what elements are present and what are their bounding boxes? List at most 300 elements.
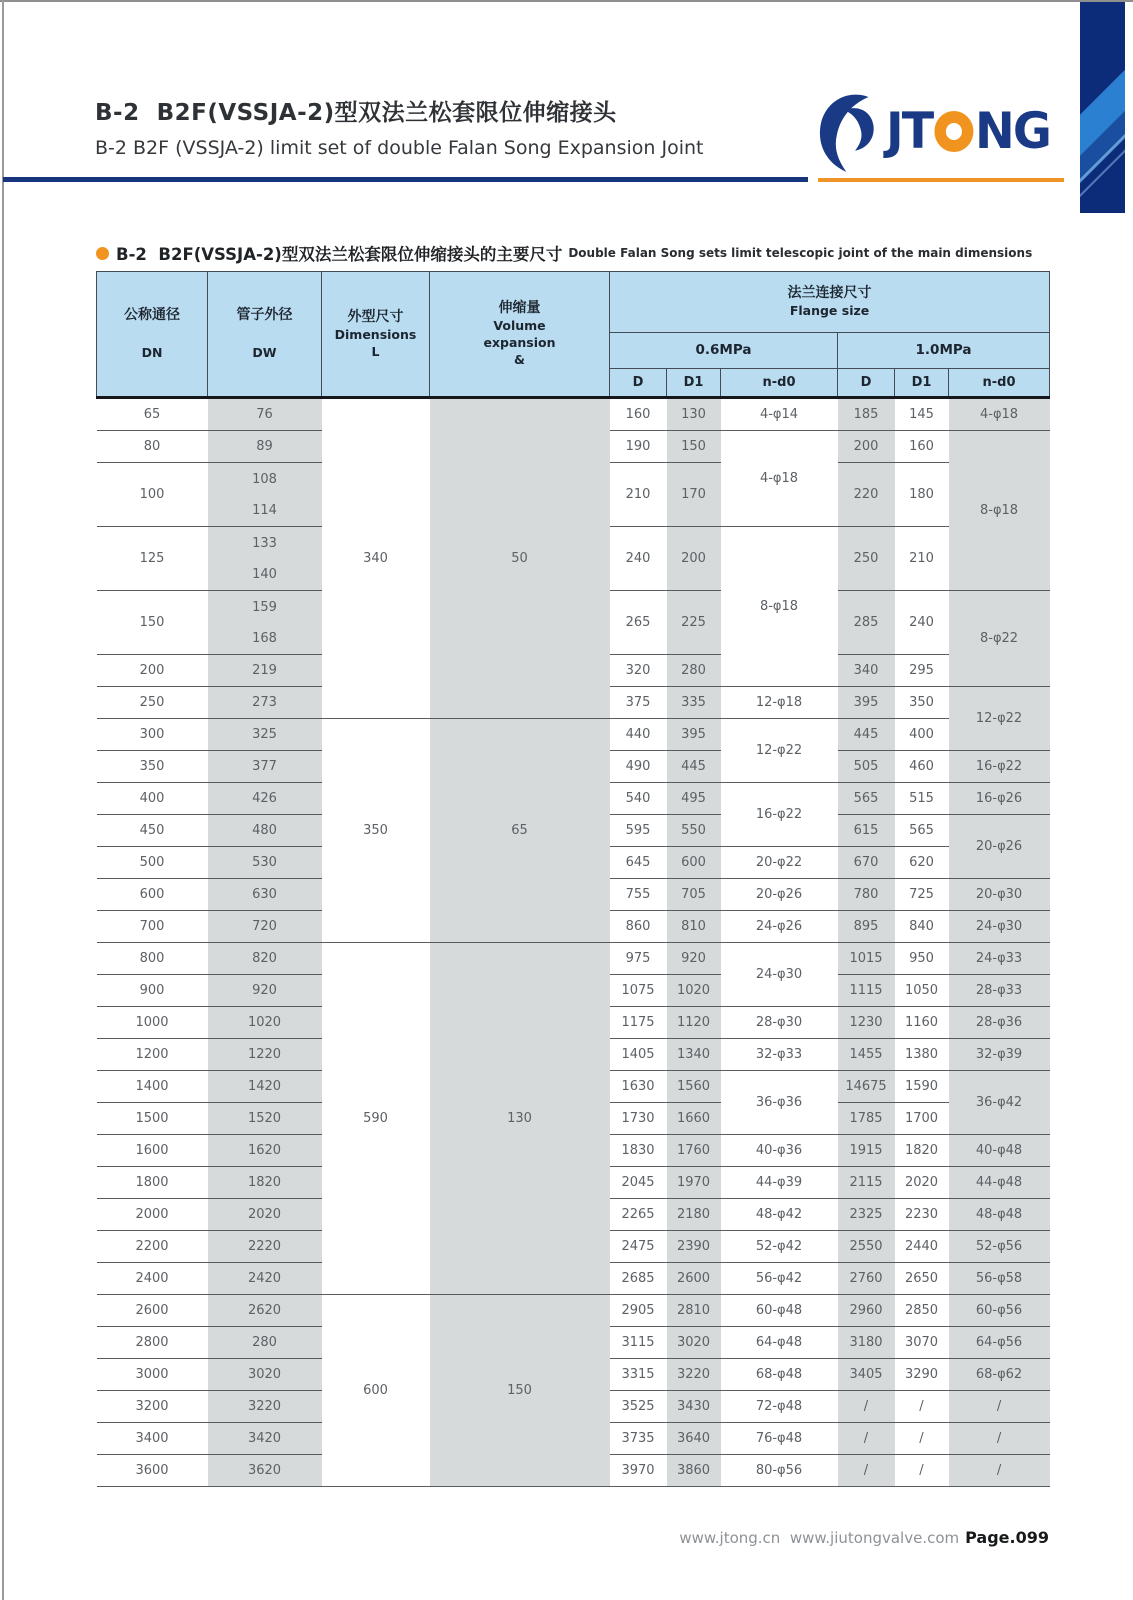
cell-d-10: 200: [838, 431, 895, 463]
jtong-o-ring-icon: [934, 111, 973, 152]
cell-dn: 1200: [97, 1039, 208, 1071]
cell-d-06: 490: [610, 751, 667, 783]
dw-value: 426: [252, 791, 277, 806]
cell-nd0-06: 76-φ48: [721, 1423, 838, 1455]
cell-d1-10: 515: [895, 783, 949, 815]
corner-stripe-band: [1080, 2, 1125, 213]
footer-urls: www.jtong.cn www.jiutongvalve.com: [679, 1529, 960, 1547]
cell-d1-10: 295: [895, 655, 949, 687]
cell-d1-06: 495: [667, 783, 721, 815]
cell-dn: 350: [97, 751, 208, 783]
cell-d-06: 755: [610, 879, 667, 911]
cell-dn: 700: [97, 911, 208, 943]
section-heading: [96, 241, 1032, 265]
cell-nd0-06: 56-φ42: [721, 1263, 838, 1295]
cell-nd0-06: 80-φ56: [721, 1455, 838, 1487]
cell-nd0-06: 16-φ22: [721, 783, 838, 847]
cell-dimensions-l: 340: [322, 398, 430, 719]
dw-value: 1220: [247, 1047, 282, 1062]
cell-d1-10: 1050: [895, 975, 949, 1007]
cell-dn: 450: [97, 815, 208, 847]
cell-nd0-10: /: [949, 1391, 1050, 1423]
cell-dw: [208, 847, 322, 879]
cell-dw: [208, 815, 322, 847]
cell-d-06: 3735: [610, 1423, 667, 1455]
cell-d1-10: 400: [895, 719, 949, 751]
dw-value: 720: [252, 919, 277, 934]
cell-d-06: 540: [610, 783, 667, 815]
dw-value: 1520: [247, 1111, 282, 1126]
cell-dw: [208, 1231, 322, 1263]
cell-d1-06: 2600: [667, 1263, 721, 1295]
cell-dw: [208, 1295, 322, 1327]
cell-volume-expansion: 65: [430, 719, 610, 943]
cell-dw: [208, 1167, 322, 1199]
cell-d-10: 285: [838, 591, 895, 655]
col-header-dw: 管子外径 DW: [208, 272, 322, 398]
cell-nd0-10: 24-φ33: [949, 943, 1050, 975]
cell-dn: 3000: [97, 1359, 208, 1391]
cell-volume-expansion: 150: [430, 1295, 610, 1487]
cell-nd0-06: 72-φ48: [721, 1391, 838, 1423]
cell-nd0-10: 20-φ26: [949, 815, 1050, 879]
cell-d1-10: 180: [895, 463, 949, 527]
cell-nd0-10: 20-φ30: [949, 879, 1050, 911]
cell-d1-06: 1560: [667, 1071, 721, 1103]
cell-nd0-06: 36-φ36: [721, 1071, 838, 1135]
cell-d-06: 190: [610, 431, 667, 463]
cell-dw: [208, 398, 322, 431]
cell-nd0-06: 8-φ18: [721, 527, 838, 687]
navy-rule: [3, 177, 808, 182]
dw-value: 108: [252, 471, 277, 487]
dw-value: 530: [252, 855, 277, 870]
table-row: [97, 1295, 1050, 1327]
cell-nd0-06: 40-φ36: [721, 1135, 838, 1167]
cell-dw: [208, 527, 322, 591]
cell-d1-10: 160: [895, 431, 949, 463]
cell-d-10: 445: [838, 719, 895, 751]
dw-value: 1420: [247, 1079, 282, 1094]
cell-d1-10: 3290: [895, 1359, 949, 1391]
cell-nd0-06: 52-φ42: [721, 1231, 838, 1263]
dw-value: 76: [256, 407, 273, 422]
col-header-d1-10: D1: [895, 369, 949, 398]
cell-d1-10: /: [895, 1391, 949, 1423]
page-left-edge: [2, 0, 4, 1600]
cell-dw: [208, 1135, 322, 1167]
cell-d1-10: /: [895, 1455, 949, 1487]
jtong-wordmark-right: NG: [975, 102, 1050, 160]
jtong-wordmark-left: JT: [886, 102, 933, 160]
cell-dn: 3600: [97, 1455, 208, 1487]
dimensions-table: [96, 271, 1050, 1487]
cell-d1-10: 565: [895, 815, 949, 847]
cell-d1-10: 950: [895, 943, 949, 975]
cell-d-06: 440: [610, 719, 667, 751]
cell-d1-06: 3860: [667, 1455, 721, 1487]
cell-nd0-10: /: [949, 1455, 1050, 1487]
cell-dn: 100: [97, 463, 208, 527]
dw-value: 3020: [247, 1367, 282, 1382]
cell-nd0-06: 4-φ14: [721, 398, 838, 431]
cell-d1-10: /: [895, 1423, 949, 1455]
cell-dn: 65: [97, 398, 208, 431]
cell-d-10: 615: [838, 815, 895, 847]
cell-nd0-10: 28-φ36: [949, 1007, 1050, 1039]
cell-d-06: 160: [610, 398, 667, 431]
cell-d-10: 780: [838, 879, 895, 911]
cell-dn: 3200: [97, 1391, 208, 1423]
cell-nd0-10: 16-φ26: [949, 783, 1050, 815]
cell-nd0-10: 8-φ18: [949, 431, 1050, 591]
cell-d1-06: 1340: [667, 1039, 721, 1071]
cell-d-06: 2045: [610, 1167, 667, 1199]
cell-dn: 1800: [97, 1167, 208, 1199]
cell-d1-06: 280: [667, 655, 721, 687]
cell-dw: [208, 1039, 322, 1071]
cell-d-10: 2325: [838, 1199, 895, 1231]
cell-d-06: 975: [610, 943, 667, 975]
cell-d1-06: 2180: [667, 1199, 721, 1231]
col-header-flange: 法兰连接尺寸 Flange size: [610, 272, 1050, 333]
cell-nd0-06: 12-φ22: [721, 719, 838, 783]
cell-nd0-10: 32-φ39: [949, 1039, 1050, 1071]
dw-value: 2420: [247, 1271, 282, 1286]
cell-nd0-10: 44-φ48: [949, 1167, 1050, 1199]
dw-value: 377: [252, 759, 277, 774]
cell-volume-expansion: 50: [430, 398, 610, 719]
cell-d-10: 1785: [838, 1103, 895, 1135]
section-heading-zh: B-2 B2F(VSSJA-2)型双法兰松套限位伸缩接头的主要尺寸: [116, 245, 563, 264]
dw-value: 630: [252, 887, 277, 902]
cell-d1-06: 130: [667, 398, 721, 431]
cell-d-10: /: [838, 1455, 895, 1487]
col-header-d1-06: D1: [667, 369, 721, 398]
dw-value: 1020: [247, 1015, 282, 1030]
col-header-nd0-06: n-d0: [721, 369, 838, 398]
cell-nd0-06: 28-φ30: [721, 1007, 838, 1039]
cell-dw: [208, 463, 322, 527]
cell-nd0-06: 24-φ26: [721, 911, 838, 943]
cell-nd0-06: 44-φ39: [721, 1167, 838, 1199]
cell-d-10: /: [838, 1423, 895, 1455]
jtong-wordmark: [886, 100, 1050, 162]
cell-dw: [208, 591, 322, 655]
cell-dn: 125: [97, 527, 208, 591]
cell-d-06: 2475: [610, 1231, 667, 1263]
cell-dimensions-l: 350: [322, 719, 430, 943]
cell-d1-10: 1160: [895, 1007, 949, 1039]
cell-dw: [208, 751, 322, 783]
cell-dn: 250: [97, 687, 208, 719]
cell-nd0-10: 12-φ22: [949, 687, 1050, 751]
dw-value: 920: [252, 983, 277, 998]
cell-dw: [208, 1391, 322, 1423]
cell-d-10: 1915: [838, 1135, 895, 1167]
section-heading-en: Double Falan Song sets limit telescopic joint of the main dimensions: [568, 246, 1033, 260]
table-body: [97, 398, 1050, 1487]
cell-dn: 3400: [97, 1423, 208, 1455]
cell-d-10: 2115: [838, 1167, 895, 1199]
cell-d-10: 2960: [838, 1295, 895, 1327]
dw-value: 2620: [247, 1303, 282, 1318]
col-header-d-10: D: [838, 369, 895, 398]
cell-d-10: 895: [838, 911, 895, 943]
cell-nd0-10: 68-φ62: [949, 1359, 1050, 1391]
cell-dw: [208, 1423, 322, 1455]
cell-nd0-10: 28-φ33: [949, 975, 1050, 1007]
cell-dn: 400: [97, 783, 208, 815]
cell-nd0-06: 20-φ26: [721, 879, 838, 911]
cell-nd0-06: 4-φ18: [721, 431, 838, 527]
cell-d-06: 375: [610, 687, 667, 719]
cell-d1-06: 600: [667, 847, 721, 879]
cell-dw: [208, 1199, 322, 1231]
cell-d1-06: 200: [667, 527, 721, 591]
cell-dn: 500: [97, 847, 208, 879]
cell-d-06: 1175: [610, 1007, 667, 1039]
cell-dn: 200: [97, 655, 208, 687]
table-row: [97, 943, 1050, 975]
cell-volume-expansion: 130: [430, 943, 610, 1295]
cell-d1-06: 550: [667, 815, 721, 847]
dw-value: 3420: [247, 1431, 282, 1446]
cell-d-10: /: [838, 1391, 895, 1423]
cell-dn: 1500: [97, 1103, 208, 1135]
cell-dw: [208, 1103, 322, 1135]
cell-d-10: 250: [838, 527, 895, 591]
col-header-volume: 伸缩量 Volume expansion &: [430, 272, 610, 398]
cell-d1-06: 3430: [667, 1391, 721, 1423]
cell-d1-10: 2850: [895, 1295, 949, 1327]
table-row: [97, 719, 1050, 751]
cell-d1-10: 2230: [895, 1199, 949, 1231]
cell-dw: [208, 431, 322, 463]
cell-d1-06: 1660: [667, 1103, 721, 1135]
table-header: [97, 272, 1050, 398]
cell-dw: [208, 783, 322, 815]
cell-d-06: 240: [610, 527, 667, 591]
cell-d-10: 670: [838, 847, 895, 879]
dw-value: 273: [252, 695, 277, 710]
cell-nd0-10: 60-φ56: [949, 1295, 1050, 1327]
cell-nd0-10: 36-φ42: [949, 1071, 1050, 1135]
cell-d-10: 2550: [838, 1231, 895, 1263]
col-header-d-06: D: [610, 369, 667, 398]
cell-dn: 1600: [97, 1135, 208, 1167]
cell-d-06: 1075: [610, 975, 667, 1007]
cell-d-06: 320: [610, 655, 667, 687]
cell-d1-06: 3640: [667, 1423, 721, 1455]
cell-d1-06: 705: [667, 879, 721, 911]
dw-value: 114: [252, 502, 277, 518]
cell-d1-10: 3070: [895, 1327, 949, 1359]
col-header-nd0-10: n-d0: [949, 369, 1050, 398]
dw-value: 280: [252, 1335, 277, 1350]
cell-d-06: 3315: [610, 1359, 667, 1391]
cell-nd0-10: 52-φ56: [949, 1231, 1050, 1263]
col-header-dimensions: 外型尺寸 Dimensions L: [322, 272, 430, 398]
cell-dn: 900: [97, 975, 208, 1007]
cell-nd0-06: 32-φ33: [721, 1039, 838, 1071]
cell-dw: [208, 719, 322, 751]
cell-d1-10: 1380: [895, 1039, 949, 1071]
cell-nd0-10: 40-φ48: [949, 1135, 1050, 1167]
cell-d1-10: 2650: [895, 1263, 949, 1295]
cell-d1-10: 1820: [895, 1135, 949, 1167]
cell-d1-06: 395: [667, 719, 721, 751]
cell-d1-06: 150: [667, 431, 721, 463]
cell-nd0-06: 20-φ22: [721, 847, 838, 879]
cell-d1-10: 460: [895, 751, 949, 783]
cell-dn: 2600: [97, 1295, 208, 1327]
cell-d1-10: 145: [895, 398, 949, 431]
cell-d1-06: 335: [667, 687, 721, 719]
cell-d-06: 1630: [610, 1071, 667, 1103]
cell-dn: 800: [97, 943, 208, 975]
orange-rule: [818, 178, 1064, 182]
cell-d1-10: 725: [895, 879, 949, 911]
dw-value: 133: [252, 535, 277, 551]
cell-d1-06: 1760: [667, 1135, 721, 1167]
cell-d1-06: 810: [667, 911, 721, 943]
cell-d1-10: 1700: [895, 1103, 949, 1135]
cell-d1-10: 1590: [895, 1071, 949, 1103]
cell-dw: [208, 1263, 322, 1295]
page-number: Page.099: [965, 1528, 1049, 1547]
cell-d-06: 1730: [610, 1103, 667, 1135]
cell-d1-06: 225: [667, 591, 721, 655]
jtong-swirl-icon: [812, 86, 881, 177]
cell-d1-10: 2020: [895, 1167, 949, 1199]
cell-dn: 2400: [97, 1263, 208, 1295]
cell-d1-10: 350: [895, 687, 949, 719]
cell-nd0-10: /: [949, 1423, 1050, 1455]
cell-d-06: 3525: [610, 1391, 667, 1423]
cell-dn: 300: [97, 719, 208, 751]
cell-d1-06: 3020: [667, 1327, 721, 1359]
dw-value: 325: [252, 727, 277, 742]
cell-dw: [208, 1359, 322, 1391]
cell-d1-06: 445: [667, 751, 721, 783]
dw-value: 3620: [247, 1463, 282, 1478]
cell-d-10: 185: [838, 398, 895, 431]
cell-dw: [208, 911, 322, 943]
cell-d1-06: 1970: [667, 1167, 721, 1199]
dw-value: 140: [252, 566, 277, 582]
page-footer: [679, 1528, 1049, 1547]
cell-d-06: 2265: [610, 1199, 667, 1231]
cell-d1-06: 3220: [667, 1359, 721, 1391]
cell-dw: [208, 975, 322, 1007]
cell-dw: [208, 1327, 322, 1359]
page-title-en: B-2 B2F (VSSJA-2) limit set of double Falan Song Expansion Joint: [95, 137, 704, 159]
cell-d-10: 220: [838, 463, 895, 527]
cell-dn: 2800: [97, 1327, 208, 1359]
cell-dw: [208, 879, 322, 911]
cell-d1-06: 1120: [667, 1007, 721, 1039]
cell-dw: [208, 1007, 322, 1039]
col-header-dn: 公称通径 DN: [97, 272, 208, 398]
cell-nd0-10: 48-φ48: [949, 1199, 1050, 1231]
cell-dimensions-l: 600: [322, 1295, 430, 1487]
dw-value: 3220: [247, 1399, 282, 1414]
cell-dn: 600: [97, 879, 208, 911]
cell-dw: [208, 1071, 322, 1103]
page-title-zh: B-2 B2F(VSSJA-2)型双法兰松套限位伸缩接头: [95, 100, 617, 126]
cell-nd0-06: 48-φ42: [721, 1199, 838, 1231]
col-header-06mpa: 0.6MPa: [610, 333, 838, 369]
cell-nd0-06: 24-φ30: [721, 943, 838, 1007]
cell-d-06: 645: [610, 847, 667, 879]
table-row: [97, 398, 1050, 431]
cell-dn: 2000: [97, 1199, 208, 1231]
cell-d1-06: 2810: [667, 1295, 721, 1327]
dw-value: 168: [252, 630, 277, 646]
cell-d-06: 3970: [610, 1455, 667, 1487]
cell-d1-10: 240: [895, 591, 949, 655]
cell-d-06: 1830: [610, 1135, 667, 1167]
cell-d1-10: 2440: [895, 1231, 949, 1263]
cell-d-10: 1455: [838, 1039, 895, 1071]
cell-d1-06: 2390: [667, 1231, 721, 1263]
cell-d1-10: 840: [895, 911, 949, 943]
cell-d-10: 1115: [838, 975, 895, 1007]
dw-value: 159: [252, 599, 277, 615]
cell-d-10: 565: [838, 783, 895, 815]
cell-d-10: 1015: [838, 943, 895, 975]
cell-nd0-06: 60-φ48: [721, 1295, 838, 1327]
dw-value: 820: [252, 951, 277, 966]
cell-nd0-10: 4-φ18: [949, 398, 1050, 431]
cell-d1-06: 170: [667, 463, 721, 527]
cell-dw: [208, 655, 322, 687]
cell-nd0-06: 64-φ48: [721, 1327, 838, 1359]
cell-d-10: 2760: [838, 1263, 895, 1295]
dw-value: 219: [252, 663, 277, 678]
col-header-10mpa: 1.0MPa: [838, 333, 1050, 369]
cell-d-10: 395: [838, 687, 895, 719]
cell-dn: 2200: [97, 1231, 208, 1263]
cell-nd0-10: 16-φ22: [949, 751, 1050, 783]
cell-dw: [208, 687, 322, 719]
cell-dn: 1000: [97, 1007, 208, 1039]
cell-nd0-06: 68-φ48: [721, 1359, 838, 1391]
cell-nd0-10: 64-φ56: [949, 1327, 1050, 1359]
dw-value: 480: [252, 823, 277, 838]
cell-d1-10: 210: [895, 527, 949, 591]
cell-d-10: 505: [838, 751, 895, 783]
cell-dn: 80: [97, 431, 208, 463]
dw-value: 89: [256, 439, 273, 454]
cell-d-06: 210: [610, 463, 667, 527]
cell-nd0-06: 12-φ18: [721, 687, 838, 719]
cell-d-10: 1230: [838, 1007, 895, 1039]
cell-d-10: 14675: [838, 1071, 895, 1103]
cell-nd0-10: 8-φ22: [949, 591, 1050, 687]
cell-d-06: 265: [610, 591, 667, 655]
cell-d-06: 1405: [610, 1039, 667, 1071]
cell-dn: 1400: [97, 1071, 208, 1103]
dw-value: 1820: [247, 1175, 282, 1190]
cell-d-06: 3115: [610, 1327, 667, 1359]
cell-dimensions-l: 590: [322, 943, 430, 1295]
cell-d1-10: 620: [895, 847, 949, 879]
jtong-logo: [818, 88, 1068, 178]
dw-value: 2220: [247, 1239, 282, 1254]
cell-dw: [208, 943, 322, 975]
